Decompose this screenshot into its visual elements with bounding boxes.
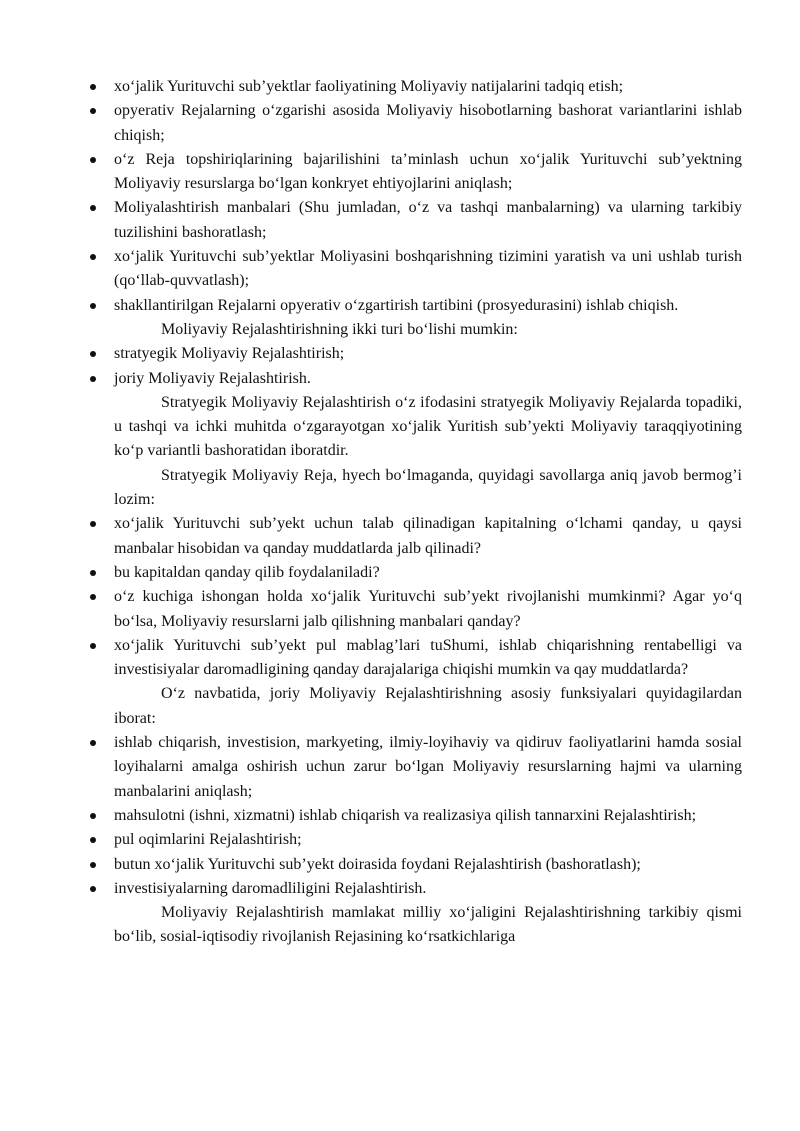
planning-types-list <box>114 342 742 391</box>
objectives-list <box>114 75 742 318</box>
paragraph: Moliyaviy Rejalashtirishning ikki turi boʻlishi mumkin: <box>161 320 518 338</box>
list-item: joriy Moliyaviy Rejalashtirish. <box>114 367 742 391</box>
paragraph: Stratyegik Moliyaviy Rejalashtirish oʻz ifodasini stratyegik Moliyaviy Rejalarda topadiki, u tashqi va ichki muhitda oʻzgarayotgan xoʻjalik Yuritish sub’yekti Moliyaviy taraqqiyotining koʻp variantli bashoratidan iboratdir. <box>114 393 742 460</box>
list-item: oʻz kuchiga ishongan holda xoʻjalik Yurituvchi sub’yekt rivojlanishi mumkinmi? Agar yoʻq boʻlsa, Moliyaviy resurslarni jalb qilishning manbalari qanday? <box>114 585 742 634</box>
paragraph: Stratyegik Moliyaviy Reja, hyech boʻlmaganda, quyidagi savollarga aniq javob bermog’i lozim: <box>114 466 742 509</box>
list-item: xoʻjalik Yurituvchi sub’yektlar Moliyasini boshqarishning tizimini yaratish va uni ushlab turish (qoʻllab-quvvatlash); <box>114 245 742 294</box>
document-body <box>114 75 742 950</box>
list-item: xoʻjalik Yurituvchi sub’yekt uchun talab qilinadigan kapitalning oʻlchami qanday, u qaysi manbalar hisobidan va qanday muddatlarda jalb qilinadi? <box>114 512 742 561</box>
list-item: oʻz Reja topshiriqlarining bajarilishini ta’minlash uchun xoʻjalik Yurituvchi sub’yektning Moliyaviy resurslarga boʻlgan konkryet ehtiyojlarini aniqlash; <box>114 148 742 197</box>
list-item: pul oqimlarini Rejalashtirish; <box>114 828 742 852</box>
list-item: mahsulotni (ishni, xizmatni) ishlab chiqarish va realizasiya qilish tannarxini Rejalashtirish; <box>114 804 742 828</box>
list-item: bu kapitaldan qanday qilib foydalaniladi? <box>114 561 742 585</box>
list-item: stratyegik Moliyaviy Rejalashtirish; <box>114 342 742 366</box>
functions-list <box>114 731 742 901</box>
list-item: xoʻjalik Yurituvchi sub’yekt pul mablag’lari tuShumi, ishlab chiqarishning rentabelligi va investisiyalar daromadligining qanday darajalariga chiqishi mumkin va qay muddatlarda? <box>114 634 742 683</box>
questions-list <box>114 512 742 682</box>
list-item: shakllantirilgan Rejalarni opyerativ oʻzgartirish tartibini (prosyedurasini) ishlab chiqish. <box>114 294 742 318</box>
paragraph: Oʻz navbatida, joriy Moliyaviy Rejalashtirishning asosiy funksiyalari quyidagilardan iborat: <box>114 685 742 727</box>
paragraph: Moliyaviy Rejalashtirish mamlakat milliy xoʻjaligini Rejalashtirishning tarkibiy qismi boʻlib, sosial-iqtisodiy rivojlanish Rejasining koʻrsatkichlariga <box>114 904 742 946</box>
list-item: butun xoʻjalik Yurituvchi sub’yekt doirasida foydani Rejalashtirish (bashoratlash); <box>114 853 742 877</box>
list-item: xoʻjalik Yurituvchi sub’yektlar faoliyatining Moliyaviy natijalarini tadqiq etish; <box>114 75 742 99</box>
list-item: opyerativ Rejalarning oʻzgarishi asosida Moliyaviy hisobotlarning bashorat variantlarini ishlab chiqish; <box>114 99 742 148</box>
list-item: Moliyalashtirish manbalari (Shu jumladan, oʻz va tashqi manbalarning) va ularning tarkibiy tuzilishini bashoratlash; <box>114 196 742 245</box>
list-item: ishlab chiqarish, investision, markyeting, ilmiy-loyihaviy va qidiruv faoliyatlarini hamda sosial loyihalarni amalga oshirish uchun zarur boʻlgan Moliyaviy resurslarning hajmi va ularning manbalarini aniqlash; <box>114 731 742 804</box>
list-item: investisiyalarning daromadliligini Rejalashtirish. <box>114 877 742 901</box>
